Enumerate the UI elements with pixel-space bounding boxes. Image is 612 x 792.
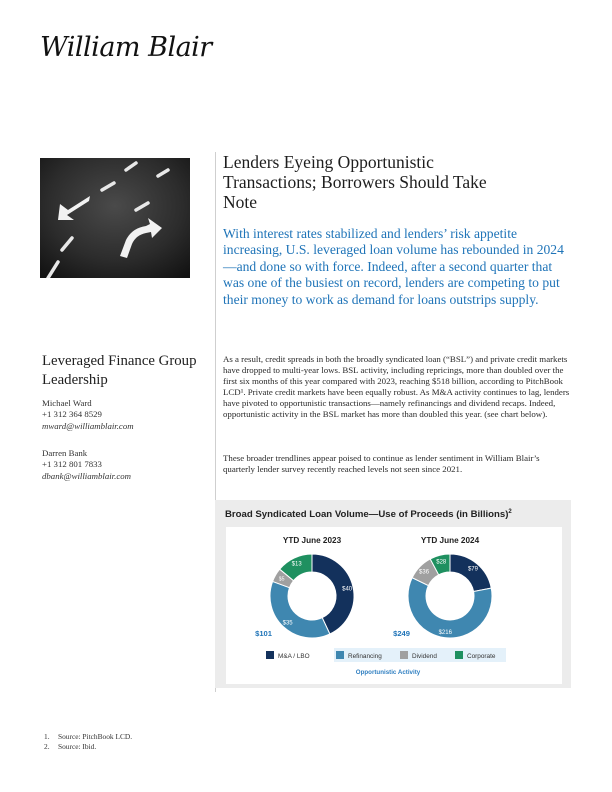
- contact-name: Michael Ward: [42, 398, 92, 408]
- footnote-2: 2. Source: Ibid.: [44, 741, 97, 751]
- legend-label: Dividend: [412, 653, 437, 660]
- slice-label: $35: [282, 620, 293, 627]
- chart-title: [225, 509, 512, 520]
- slice-label: $36: [419, 569, 430, 576]
- contact-michael-ward: [42, 398, 207, 432]
- contact-darren-bank: [42, 448, 207, 482]
- legend-swatch: [455, 651, 463, 659]
- legend-swatch: [266, 651, 274, 659]
- donut-slice: [270, 581, 330, 638]
- legend-swatch: [400, 651, 408, 659]
- slice-label: $216: [438, 629, 452, 636]
- chart-total: $101: [255, 629, 272, 638]
- contact-email[interactable]: dbank@williamblair.com: [42, 470, 131, 481]
- article-paragraph-2: These broader trendlines appear poised to continue as lender sentiment in William Blair’s quarterly lender survey recently reached levels not seen since 2021.: [223, 453, 540, 475]
- contact-phone: +1 312 801 7833: [42, 459, 102, 470]
- chart-total: $249: [393, 629, 410, 638]
- legend-label: M&A / LBO: [278, 653, 310, 660]
- contact-email[interactable]: mward@williamblair.com: [42, 420, 134, 431]
- donut-charts: [226, 527, 562, 684]
- chart-subtitle: YTD June 2024: [420, 536, 480, 545]
- legend-swatch: [336, 651, 344, 659]
- donut-slice: [450, 554, 491, 592]
- footnotes: [44, 732, 132, 751]
- footnote-1: 1. Source: PitchBook LCD.: [44, 732, 133, 741]
- contact-phone: +1 312 364 8529: [42, 409, 102, 420]
- slice-label: $40: [342, 586, 353, 593]
- slice-label: $13: [291, 561, 302, 568]
- slice-label: $79: [467, 566, 478, 573]
- legend-caption: Opportunistic Activity: [355, 669, 421, 676]
- slice-label: $5: [278, 576, 285, 583]
- slice-label: $28: [436, 559, 447, 566]
- hero-image: [40, 158, 190, 278]
- william-blair-logo: William Blair: [40, 32, 212, 63]
- chart-title-text: Broad Syndicated Loan Volume—Use of Proceeds (in Billions): [225, 509, 509, 521]
- sidebar-heading: Leveraged Finance Group Leadership: [42, 353, 197, 388]
- legend-label: Corporate: [467, 653, 496, 660]
- article-paragraph-1: As a result, credit spreads in both the broadly syndicated loan (“BSL”) and private credit markets have dropped to multi-year lows. BSL activity, including repricings, more than doubled over the first six months of this year compared with 2023, reaching $518 billion, according to PitchBook LCD¹. Private credit markets have been equally robust. As M&A activity continues to lag, lenders have pivoted to opportunistic transactions—namely refinancings and dividend recaps. Indeed, opportunistic activity in the BSL market has more than doubled this year. (see chart below).: [223, 354, 570, 420]
- article-intro: With interest rates stabilized and lenders’ risk appetite increasing, U.S. leveraged loan volume has rebounded in 2024—and done so with force. Indeed, after a second quarter that was one of the busiest on record, lenders are competing to put their money to work as demand for loans outstrips supply.: [223, 226, 564, 307]
- article-title: Lenders Eyeing Opportunistic Transactions; Borrowers Should Take Note: [223, 152, 487, 212]
- chart-title-footnote: 2: [508, 509, 512, 515]
- chart-subtitle: YTD June 2023: [282, 536, 342, 545]
- legend-label: Refinancing: [348, 653, 382, 660]
- contact-name: Darren Bank: [42, 448, 88, 458]
